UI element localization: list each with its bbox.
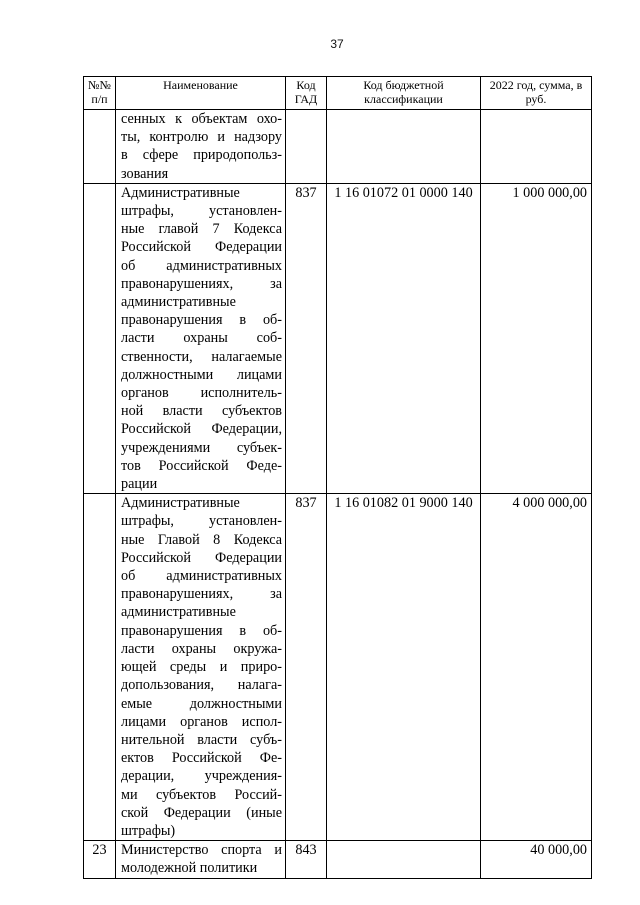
row-name-line: штрафы, установлен- (121, 203, 282, 220)
row-name-line: ные Главой 8 Кодекса (121, 531, 282, 548)
header-gad: Код ГАД (286, 77, 327, 110)
row-name-line: лицами органов испол- (121, 713, 282, 730)
row-name-line: рации (121, 476, 158, 493)
row-num: 23 (84, 841, 116, 878)
row-gad-code: 843 (286, 841, 327, 878)
row-name (116, 494, 286, 841)
header-sum: 2022 год, сумма, в руб. (481, 77, 592, 110)
row-name-line: органов исполнитель- (121, 385, 282, 402)
row-name-line: ласти охраны окружа- (121, 640, 282, 657)
row-name-line: штрафы, установлен- (121, 513, 282, 530)
row-name-line: сенных к объектам охо- (121, 111, 282, 127)
row-name-line: зования (121, 165, 169, 182)
row-budget-code (327, 110, 481, 184)
row-name-line: Российской Федерации (121, 549, 282, 566)
row-name-line: Министерство спорта и (121, 842, 282, 859)
row-num (84, 494, 116, 841)
budget-table (83, 76, 592, 879)
header-name: Наименование (116, 77, 286, 110)
row-name-line: тов Российской Феде- (121, 457, 282, 474)
row-name-line: учреждениями субъек- (121, 439, 282, 456)
table-row (84, 841, 592, 878)
row-name-line: правонарушениях, за (121, 275, 282, 292)
table-row (84, 110, 592, 184)
row-name-line: допользования, налага- (121, 677, 282, 694)
row-name-line: об административных (121, 568, 282, 585)
row-name-line: ные главой 7 Кодекса (121, 221, 282, 238)
row-name-line: молодежной политики (121, 860, 258, 877)
row-name-line: дерации, учреждения- (121, 768, 282, 785)
row-name-line: ной власти субъектов (121, 403, 282, 420)
row-name-line: административные (121, 294, 236, 311)
row-name-line: Административные (121, 495, 240, 512)
row-num (84, 183, 116, 493)
row-amount: 4 000 000,00 (481, 494, 592, 841)
page-number: 37 (330, 37, 344, 51)
table-header-row (84, 77, 592, 110)
row-name-line: правонарушения в об- (121, 312, 282, 329)
row-budget-code: 1 16 01082 01 9000 140 (327, 494, 481, 841)
row-name-line: ты, контролю и надзору (121, 129, 282, 146)
header-num: №№ п/п (84, 77, 116, 110)
row-name-line: ющей среды и приро- (121, 659, 282, 676)
row-name-line: правонарушениях, за (121, 586, 282, 603)
row-name-line: правонарушения в об- (121, 622, 282, 639)
row-gad-code: 837 (286, 183, 327, 493)
table-row (84, 494, 592, 841)
row-budget-code: 1 16 01072 01 0000 140 (327, 183, 481, 493)
row-name-line: ми субъектов Россий- (121, 786, 282, 803)
row-name-line: Административные (121, 184, 240, 201)
row-name-line: должностными лицами (121, 366, 282, 383)
row-gad-code: 837 (286, 494, 327, 841)
row-amount: 40 000,00 (481, 841, 592, 878)
row-name-line: Российской Федерации (121, 239, 282, 256)
row-num (84, 110, 116, 184)
row-amount: 1 000 000,00 (481, 183, 592, 493)
row-name-line: ской Федерации (иные (121, 804, 282, 821)
row-name-line: ектов Российской Фе- (121, 750, 282, 767)
row-name-line: штрафы) (121, 822, 176, 839)
row-gad-code (286, 110, 327, 184)
header-kbk: Код бюджетной классификации (327, 77, 481, 110)
row-name-line: в сфере природопольз- (121, 147, 282, 164)
row-name-line: емые должностными (121, 695, 282, 712)
row-name-line: ственности, налагаемые (121, 348, 282, 365)
row-name (116, 110, 286, 184)
row-budget-code (327, 841, 481, 878)
row-name-line: нительной власти субъ- (121, 731, 282, 748)
row-name-line: Российской Федерации, (121, 421, 282, 438)
row-name (116, 841, 286, 878)
row-name-line: об административных (121, 257, 282, 274)
row-amount (481, 110, 592, 184)
row-name-line: ласти охраны соб- (121, 330, 282, 347)
row-name (116, 183, 286, 493)
row-name-line: административные (121, 604, 236, 621)
table-row (84, 183, 592, 493)
